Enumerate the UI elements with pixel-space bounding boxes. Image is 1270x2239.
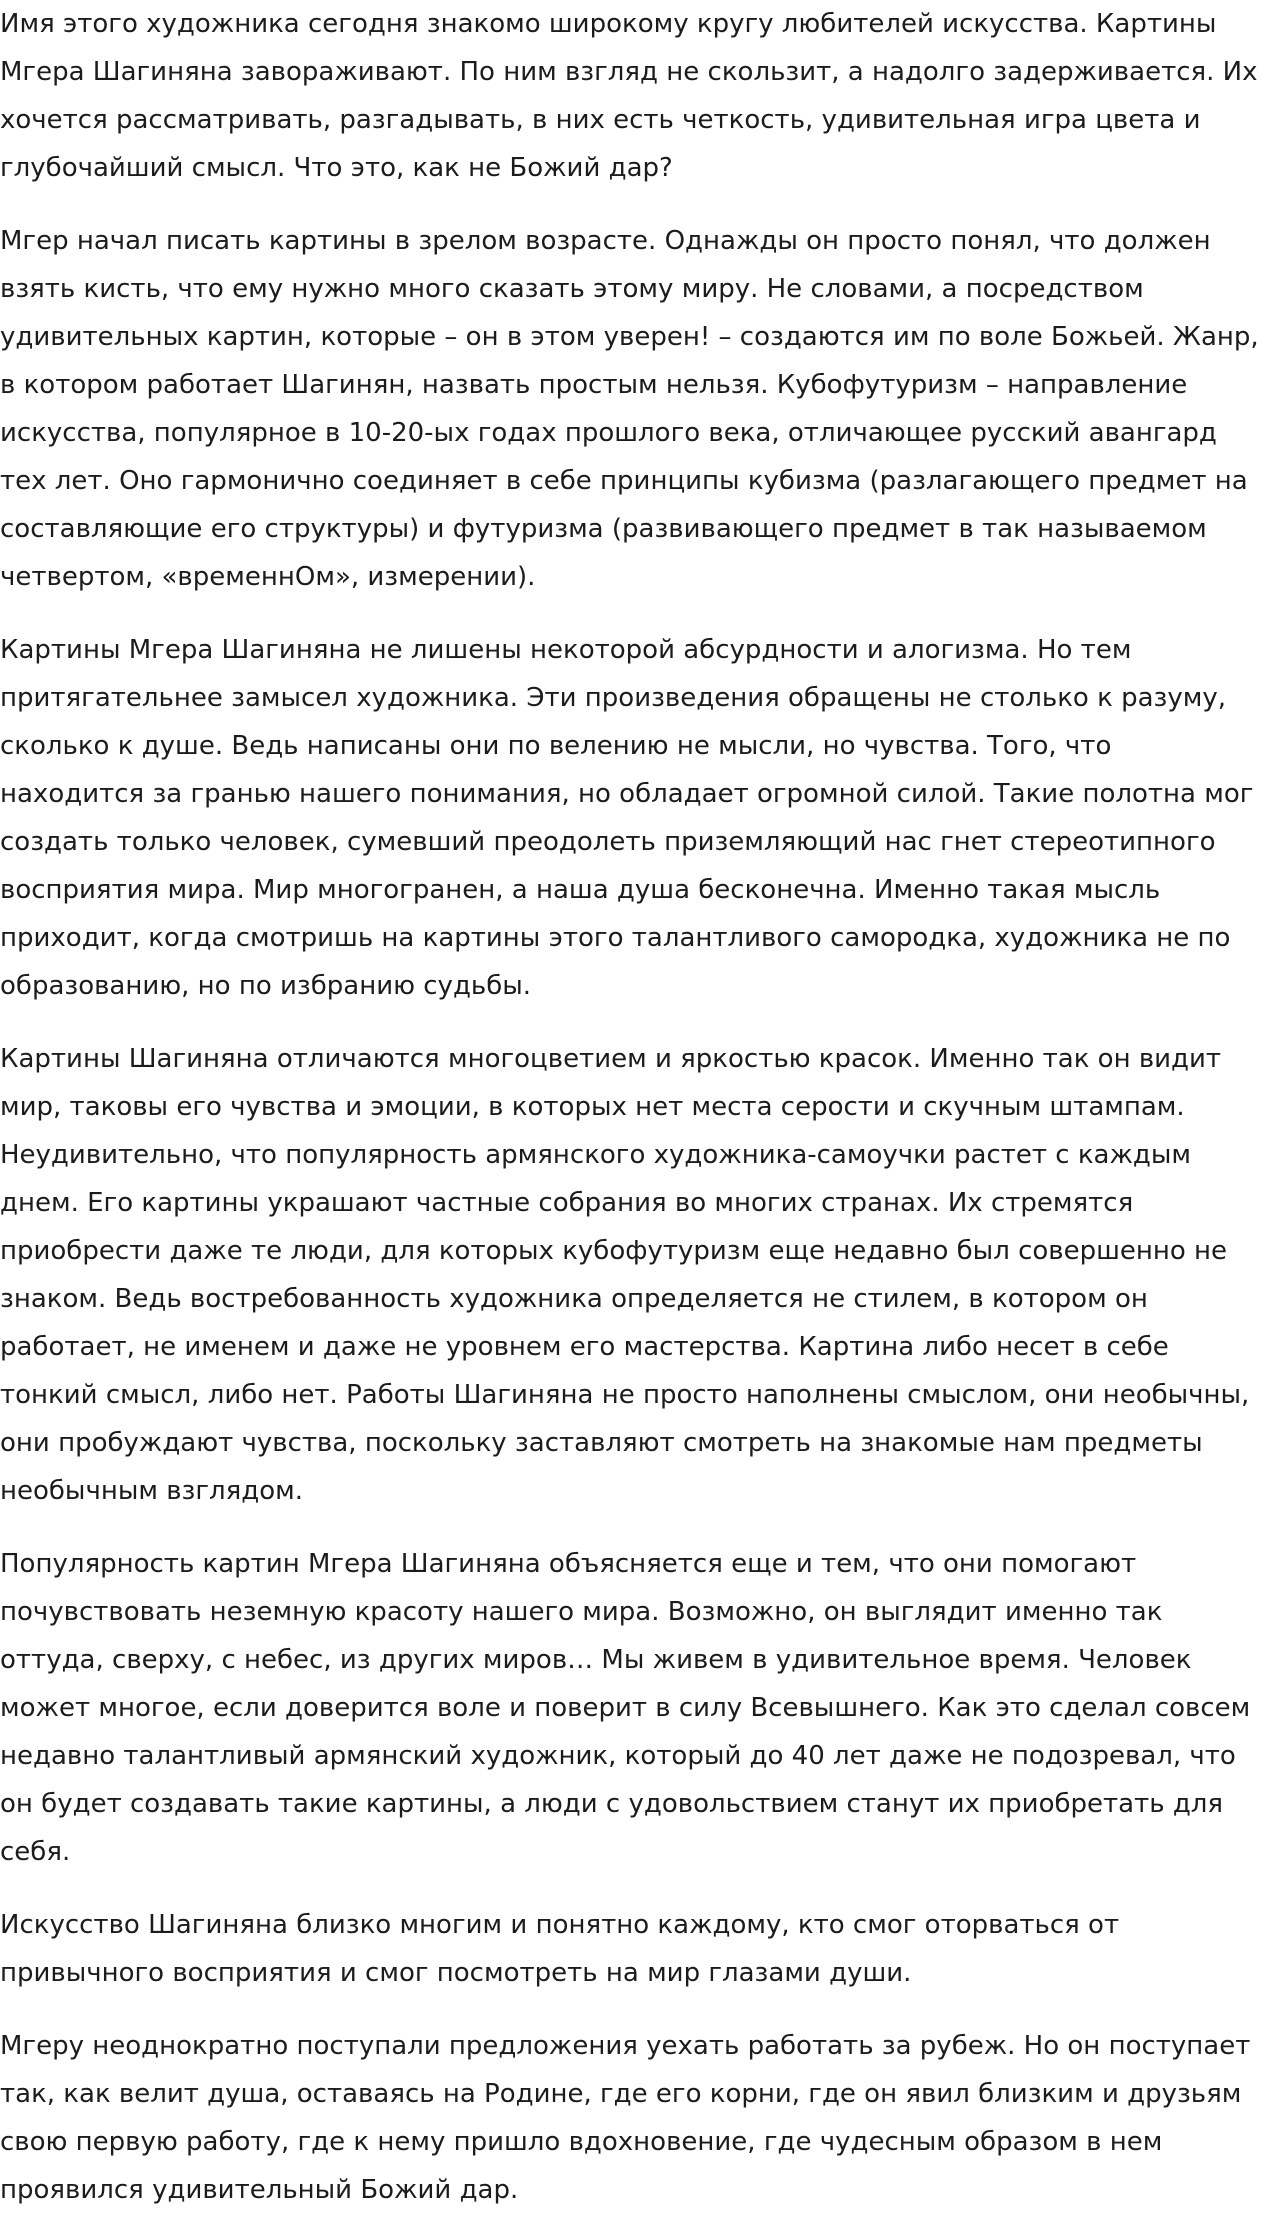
paragraph-style: Мгер начал писать картины в зрелом возрасте. Однажды он просто понял, что должен взять кисть, что ему нужно много сказать этому миру. Не словами, а посредством удивительных картин, которые – он в этом уверен! – создаются им по воле Божьей. Жанр, в котором работает Шагинян, назвать простым нельзя. Кубофутуризм – направление искусства, популярное в 10-20-ых годах прошлого века, отличающее русский авангард тех лет. Оно гармонично соединяет в себе принципы кубизма (разлагающего предмет на составляющие его структуры) и футуризма (развивающего предмет в так называемом четвертом, «временнОм», измерении). xyxy=(0,226,1259,592)
paragraph-meaning: Картины Мгера Шагиняна не лишены некоторой абсурдности и алогизма. Но тем притягательнее замысел художника. Эти произведения обращены не столько к разуму, сколько к душе. Ведь написаны они по велению не мысли, но чувства. Того, что находится за гранью нашего понимания, но обладает огромной силой. Такие полотна мог создать только человек, сумевший преодолеть приземляющий нас гнет стереотипного восприятия мира. Мир многогранен, а наша душа бесконечна. Именно такая мысль приходит, когда смотришь на картины этого талантливого самородка, художника не по образованию, но по избранию судьбы. xyxy=(0,635,1254,1001)
paragraph-intro: Имя этого художника сегодня знакомо широкому кругу любителей искусства. Картины Мгера Шагиняна завораживают. По ним взгляд не скользит, а надолго задерживается. Их хочется рассматривать, разгадывать, в них есть четкость, удивительная игра цвета и глубочайший смысл. Что это, как не Божий дар? xyxy=(0,9,1258,183)
paragraph-popularity: Популярность картин Мгера Шагиняна объясняется еще и тем, что они помогают почувствовать неземную красоту нашего мира. Возможно, он выглядит именно так оттуда, сверху, с небес, из других миров… Мы живем в удивительное время. Человек может многое, если доверится воле и поверит в силу Всевышнего. Как это сделал совсем недавно талантливый армянский художник, который до 40 лет даже не подозревал, что он будет создавать такие картины, а люди с удовольствием станут их приобретать для себя. xyxy=(0,1549,1251,1867)
paragraph-art: Искусство Шагиняна близко многим и понятно каждому, кто смог оторваться от привычного восприятия и смог посмотреть на мир глазами души. xyxy=(0,1910,1120,1988)
paragraph-homeland: Мгеру неоднократно поступали предложения уехать работать за рубеж. Но он поступает так, как велит душа, оставаясь на Родине, где его корни, где он явил близким и друзьям свою первую работу, где к нему пришло вдохновение, где чудесным образом в нем проявился удивительный Божий дар. xyxy=(0,2031,1251,2205)
paragraph-colors: Картины Шагиняна отличаются многоцветием и яркостью красок. Именно так он видит мир, таковы его чувства и эмоции, в которых нет места серости и скучным штампам. Неудивительно, что популярность армянского художника-самоучки растет с каждым днем. Его картины украшают частные собрания во многих странах. Их стремятся приобрести даже те люди, для которых кубофутуризм еще недавно был совершенно не знаком. Ведь востребованность художника определяется не стилем, в котором он работает, не именем и даже не уровнем его мастерства. Картина либо несет в себе тонкий смысл, либо нет. Работы Шагиняна не просто наполнены смыслом, они необычны, они пробуждают чувства, поскольку заставляют смотреть на знакомые нам предметы необычным взглядом. xyxy=(0,1044,1250,1506)
